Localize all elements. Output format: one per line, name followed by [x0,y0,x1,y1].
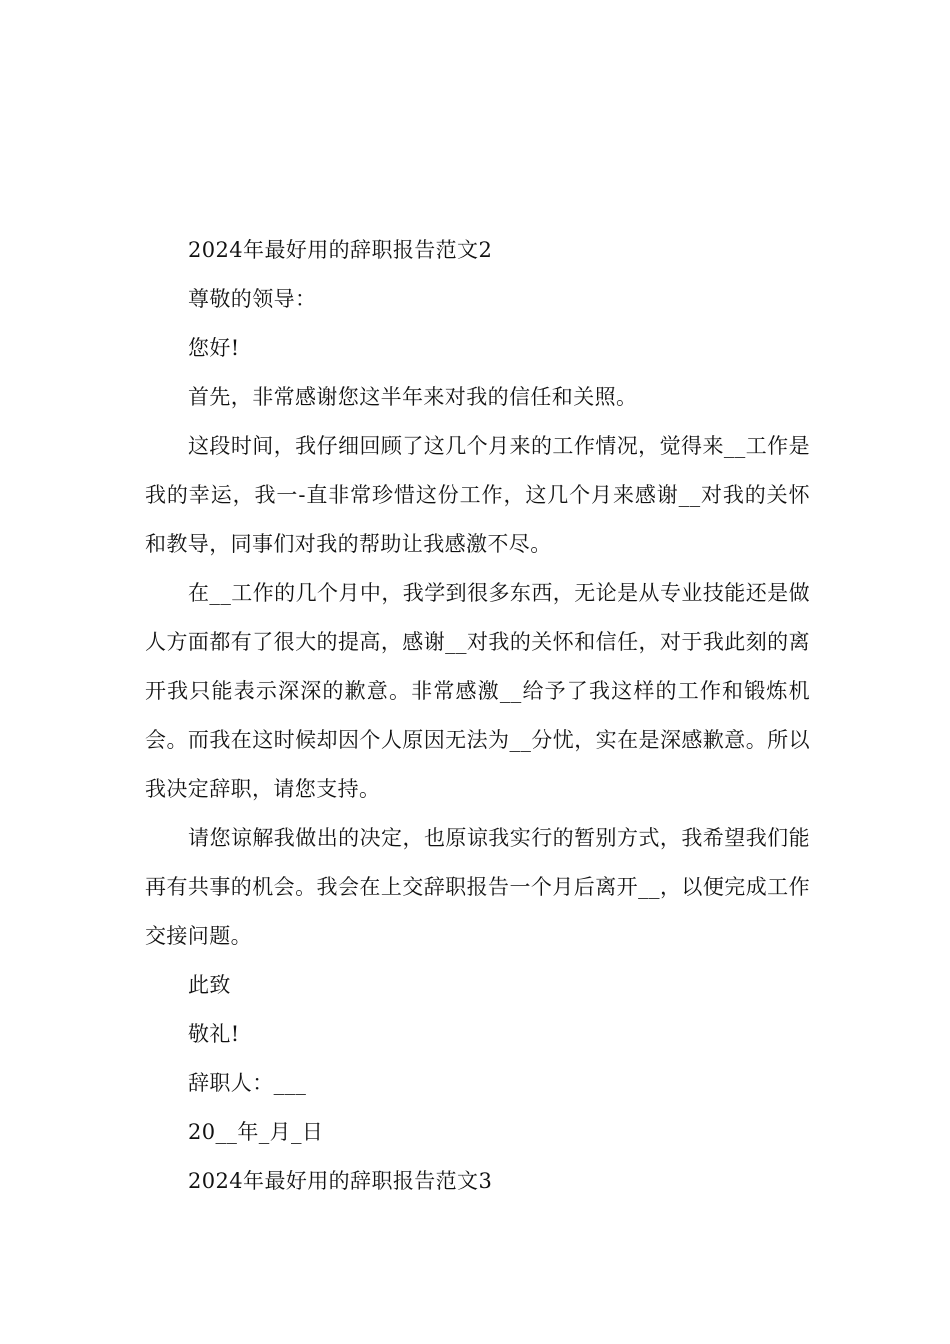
greeting: 您好! [188,336,240,360]
paragraph-request: 请您谅解我做出的决定，也原谅我实行的暂别方式，我希望我们能再有共事的机会。我会在上交辞职报告一个月后离开__，以便完成工作交接问题。 [145,826,810,948]
date-line: 20__年_月_日 [188,1120,324,1144]
salutation: 尊敬的领导： [188,287,317,311]
document-body [145,226,810,1206]
section-heading-2: 2024年最好用的辞职报告范文2 [188,238,493,262]
section-heading-3: 2024年最好用的辞职报告范文3 [188,1169,493,1193]
paragraph-gratitude: 在__工作的几个月中，我学到很多东西，无论是从专业技能还是做人方面都有了很大的提高，感谢__对我的关怀和信任，对于我此刻的离开我只能表示深深的歉意。非常感激__给予了我这样的工作和锻炼机会。而我在这时候却因个人原因无法为__分忧，实在是深感歉意。所以我决定辞职，请您支持。 [145,581,810,801]
closing-salute: 敬礼! [188,1022,240,1046]
closing-line: 此致 [188,973,231,997]
paragraph-thanks: 首先，非常感谢您这半年来对我的信任和关照。 [188,385,638,409]
paragraph-review: 这段时间，我仔细回顾了这几个月来的工作情况，觉得来__工作是我的幸运，我一-直非常珍惜这份工作，这几个月来感谢__对我的关怀和教导，同事们对我的帮助让我感激不尽。 [145,434,810,556]
signature-line: 辞职人：___ [188,1071,307,1095]
